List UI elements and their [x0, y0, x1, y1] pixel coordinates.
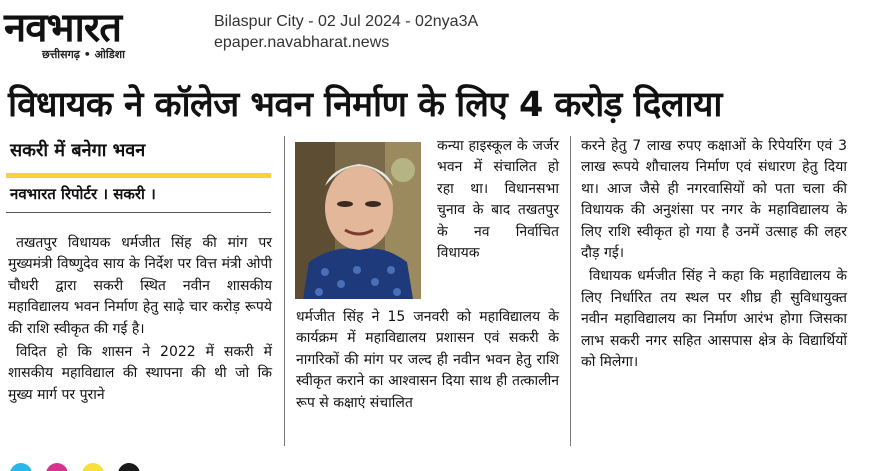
- newspaper-logo: [4, 4, 198, 60]
- paragraph: विदित हो कि शासन ने 2022 में सकरी में शासकीय महाविद्याल की स्थापना की थी जो कि मुख्य मार्ग पर पुराने: [8, 344, 272, 403]
- paragraph: विधायक धर्मजीत सिंह ने कहा कि महाविद्यालय के लिए निर्धारित तय स्थल पर शीघ्र ही सुविधायुक्त नवीन महाविद्यालय का निर्माण आरंभ होगा जिसका लाभ सकरी नगर सहित आसपास क्षेत्र के विद्यार्थियों को मिलेगा।: [581, 268, 847, 371]
- paragraph: करने हेतु 7 लाख रुपए कक्षाओं के रिपेयरिंग एवं 3 लाख रूपये शौचालय निर्माण एवं संधारण हेतु दिया था। आज जैसे ही नगरवासियों को पता चला की विधायक की अनुशंसा पर नगर के महाविद्यालय के लिए राशि स्वीकृत हो गया है उनमें उत्साह की लहर दौड़ गई।: [581, 138, 847, 262]
- article-column-1: [8, 233, 272, 406]
- byline-divider: [6, 212, 271, 213]
- edition-meta: [214, 11, 478, 53]
- masthead: [0, 0, 869, 62]
- article-headline: विधायक ने कॉलेज भवन निर्माण के लिए 4 करोड़ दिलाया: [8, 85, 722, 125]
- article-column-2-top: [437, 136, 559, 264]
- logo-text: नवभारत: [4, 5, 122, 51]
- article-column-2-bottom: [296, 307, 559, 414]
- logo-subtitle: छत्तीसगढ़ • ओडिशा: [42, 48, 125, 61]
- article-column-3: [581, 136, 847, 373]
- yellow-divider: [6, 173, 271, 178]
- paragraph: धर्मजीत सिंह ने 15 जनवरी को महाविद्यालय के कार्यक्रम में महाविद्यालय प्रशासन एवं सकरी के नागरिकों की मांग पर जल्द ही नवीन भवन हेतु राशि स्वीकृत कराने का आश्वासन दिया साथ ही तत्कालीन रूप से कक्षाएं संचालित: [296, 309, 559, 411]
- paragraph: कन्या हाइस्कूल के जर्जर भवन में संचालित हो रहा था। विधानसभा चुनाव के बाद तखतपुर के नव निर्वाचित विधायक: [437, 138, 559, 262]
- article-byline: नवभारत रिपोर्टर । सकरी ।: [10, 185, 156, 203]
- edition-line: Bilaspur City - 02 Jul 2024 - 02nya3A: [214, 13, 479, 30]
- column-divider: [284, 136, 285, 446]
- paragraph: तखतपुर विधायक धर्मजीत सिंह की मांग पर मुख्यमंत्री विष्णुदेव साय के निर्देश पर वित्त मंत्री ओपी चौधरी द्वारा सकरी स्थित नवीन शासकीय महाविद्यालय भवन निर्माण हेतु साढ़े चार करोड़ रूपये की राशि स्वीकृत की गई है।: [8, 235, 272, 337]
- portrait-image: [295, 142, 421, 299]
- column-divider: [570, 136, 571, 446]
- mla-photo: [295, 142, 421, 299]
- epaper-url[interactable]: epaper.navabharat.news: [214, 34, 390, 51]
- article-subhead: सकरी में बनेगा भवन: [10, 140, 146, 161]
